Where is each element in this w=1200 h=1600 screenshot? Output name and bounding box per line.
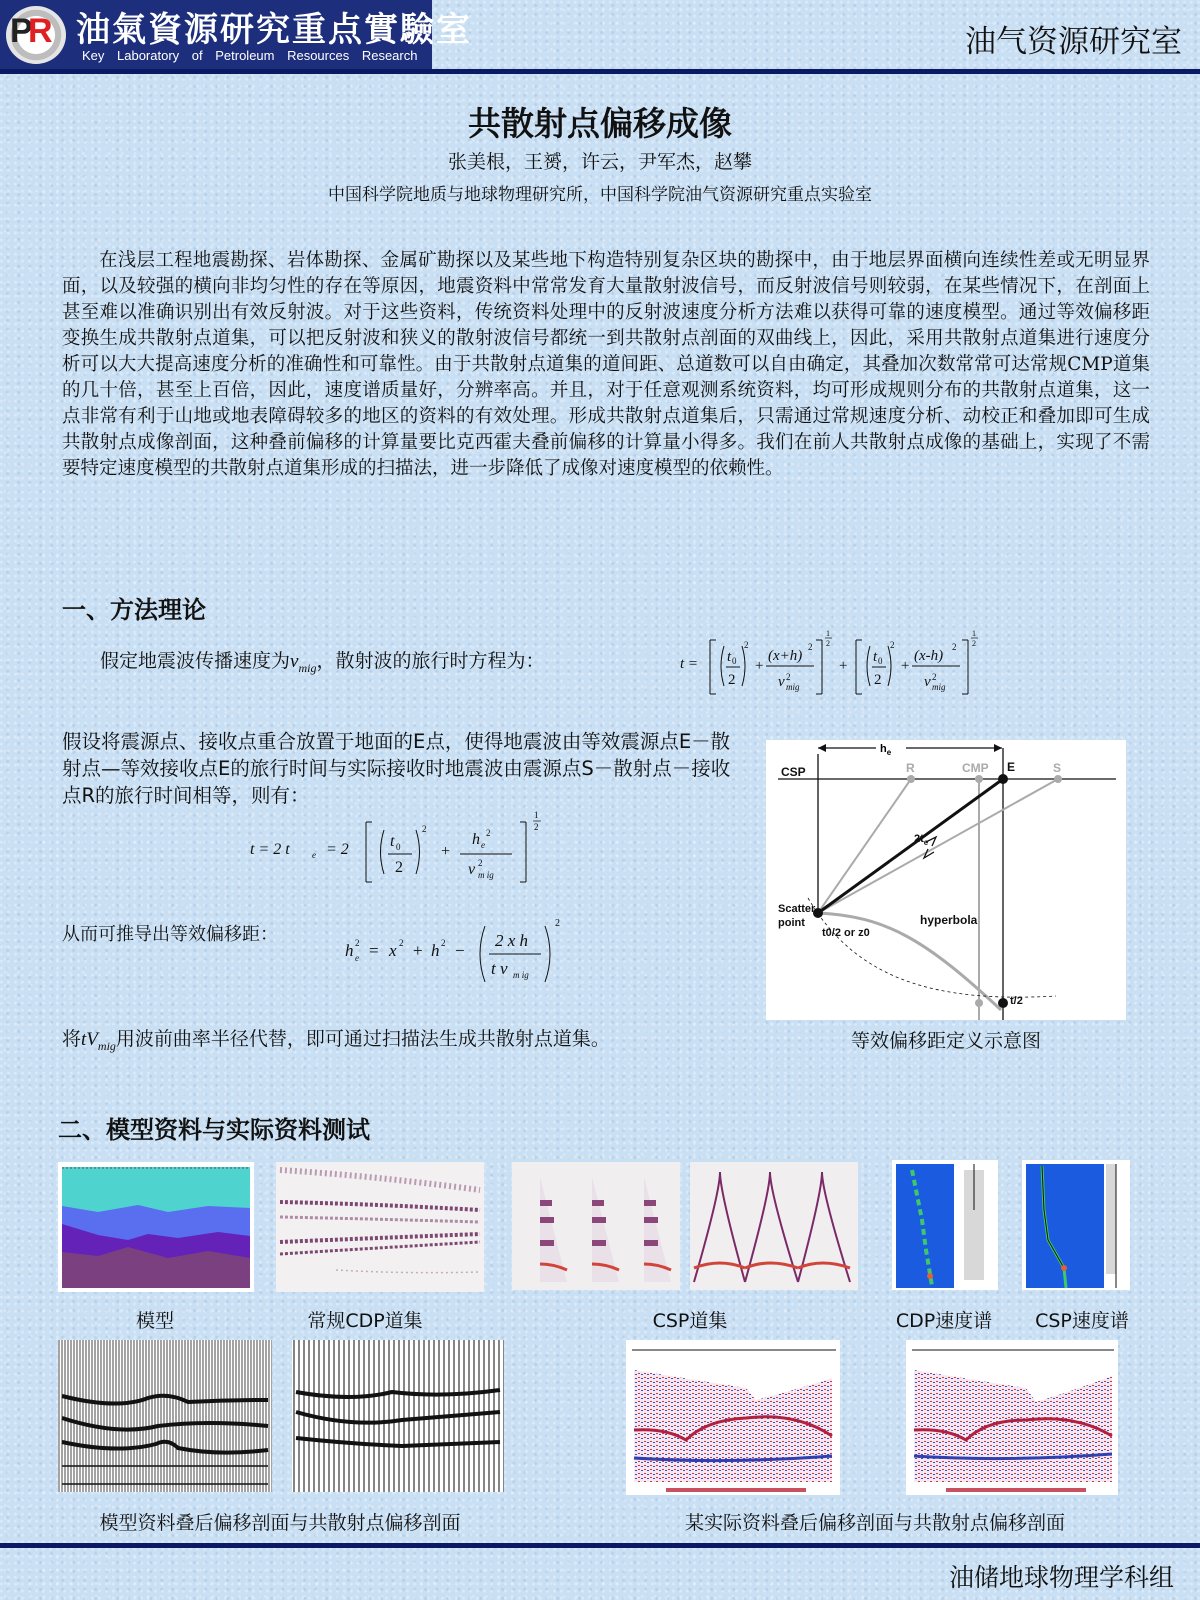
equivalent-offset-diagram (766, 740, 1126, 1020)
scan-method-text (62, 1026, 610, 1060)
header-divider (0, 69, 1200, 74)
svg-text:2: 2 (478, 858, 483, 868)
svg-text:(x-h): (x-h) (914, 648, 944, 664)
svg-text:−: − (455, 941, 465, 960)
he-label: $h_e$ (880, 743, 892, 757)
svg-text:t: t (390, 833, 395, 850)
t-half-point (998, 998, 1008, 1008)
svg-text:2: 2 (534, 822, 539, 832)
svg-text:2: 2 (874, 672, 882, 688)
caption-cdp-velocity: CDP速度谱 (895, 1310, 993, 1332)
logo-chinese-name: 油氣資源研究重点實驗室 (76, 10, 472, 50)
csp-gather-image-1 (512, 1162, 680, 1290)
cdp-velocity-spectrum-image (892, 1160, 998, 1290)
traveltime-equation (680, 628, 1020, 698)
svg-text:t v: t v (491, 959, 508, 978)
svg-text:0: 0 (396, 842, 401, 852)
tvmig-symbol: tV (81, 1029, 98, 1050)
s-point (1054, 775, 1062, 783)
svg-text:h: h (345, 941, 354, 960)
vmig-symbol: v (290, 651, 299, 672)
svg-text:2: 2 (744, 640, 749, 650)
logo-english-name: Key Laboratory of Petroleum Resources Research (82, 48, 418, 63)
svg-text:t: t (727, 649, 732, 665)
header-lab-title: 油气资源研究室 (965, 24, 1182, 60)
svg-text:0: 0 (878, 656, 883, 666)
svg-text:= 2: = 2 (326, 841, 349, 858)
svg-text:t = 2 t: t = 2 t (250, 841, 290, 858)
footer-group-name: 油储地球物理学科组 (948, 1563, 1174, 1592)
csp-gather-image-2 (690, 1162, 858, 1290)
svg-text:mig: mig (786, 682, 800, 692)
cmp-point (975, 775, 983, 783)
t-half-label: t/2 (1010, 995, 1023, 1007)
velocity-assumption-text (100, 648, 544, 682)
svg-text:v: v (924, 674, 931, 690)
svg-text:1: 1 (826, 629, 830, 638)
csp-label: CSP (781, 765, 806, 779)
svg-text:2: 2 (808, 642, 813, 652)
footer-divider (0, 1543, 1200, 1548)
svg-text:+: + (413, 941, 423, 960)
svg-text:=: = (369, 941, 379, 960)
section-heading-method: 一、方法理论 (62, 596, 206, 624)
r-label: R (906, 761, 915, 775)
logo-letter-r: R (28, 12, 53, 50)
svg-text:v: v (778, 674, 785, 690)
csp-velocity-spectrum-image (1022, 1160, 1130, 1290)
scatter-label-line2: point (778, 917, 805, 929)
caption-cdp-gather: 常规CDP道集 (307, 1310, 423, 1332)
real-csp-section-image (906, 1340, 1118, 1495)
svg-text:2: 2 (555, 918, 560, 929)
svg-text:t =: t = (680, 656, 699, 672)
svg-text:+: + (440, 843, 451, 860)
abstract-paragraph: 在浅层工程地震勘探、岩体勘探、金属矿勘探以及某些地下构造特别复杂区块的勘探中，由于地层界面横向连续性差或无明显界面，以及较强的横向非均匀性的存在等原因，地震资料中常常发育大量散射波信号，而反射波信号则较弱，在某些情况下，在剖面上甚至难以准确识别出有效反射波。对于这些资料，传统资料处理中的反射波速度分析方法难以获得可靠的速度模型。通过等效偏移距变换生成共散射点道集，可以把反射波和狭义的散射波信号都统一到共散射点剖面的双曲线上，因此，采用共散射点道集进行速度分析可以大大提高速度分析的准确性和可靠性。由于共散射点道集的道间距、总道数可以自由确定，其叠加次数常常可达常规CMP道集的几十倍，甚至上百倍，因此，速度谱质量好，分辨率高。并且，对于任意观测系统资料，均可形成规则分布的共散射点道集，这一点非常有利于山地或地表障碍较多的地区的资料的有效处理。形成共散射点道集后，只需通过常规速度分析、动校正和叠加即可生成共散射点成像剖面，这种叠前偏移的计算量要比克西霍夫叠前偏移的计算量小得多。我们在前人共散射点成像的基础上，实现了不需要特定速度模型的共散射点道集形成的扫描法，进一步降低了成像对速度模型的依赖性。 (62, 250, 1150, 479)
t0-label: t0/2 or z0 (822, 927, 870, 939)
caption-csp-velocity: CSP速度谱 (1035, 1310, 1129, 1332)
svg-text:2: 2 (441, 938, 446, 948)
caption-model: 模型 (135, 1310, 174, 1332)
svg-text:0: 0 (732, 656, 737, 666)
svg-text:2: 2 (826, 639, 830, 648)
svg-text:t: t (873, 649, 878, 665)
model-image (58, 1162, 254, 1292)
equivalent-offset-paragraph: 假设将震源点、接收点重合放置于地面的E点，使得地震波由等效震源点E－散射点—等效接收点E的旅行时间与实际接收时地震波由震源点S－散射点－接收点R的旅行时间相等，则有： (62, 730, 731, 807)
logo-letter-p: P (10, 12, 29, 50)
tvmig-subscript: mig (97, 1038, 116, 1053)
section-heading-tests: 二、模型资料与实际资料测试 (58, 1116, 370, 1144)
svg-text:e: e (312, 850, 316, 860)
svg-text:+: + (900, 658, 911, 674)
e-label: E (1007, 760, 1016, 774)
svg-text:2: 2 (952, 642, 957, 652)
s-label: S (1053, 761, 1062, 775)
svg-text:2: 2 (786, 672, 791, 682)
assumption-prefix: 假定地震波传播速度为 (100, 650, 291, 672)
poster-title: 共散射点偏移成像 (468, 104, 732, 143)
svg-text:2: 2 (932, 672, 937, 682)
svg-text:m ig: m ig (478, 870, 494, 880)
real-poststack-section-image (626, 1340, 840, 1495)
svg-text:2: 2 (395, 859, 403, 876)
svg-text:2: 2 (355, 938, 360, 948)
svg-text:h: h (472, 831, 480, 848)
cmp-label: CMP (962, 761, 989, 775)
caption-real-sections: 某实际资料叠后偏移剖面与共散射点偏移剖面 (684, 1512, 1065, 1534)
svg-text:m ig: m ig (513, 970, 529, 980)
equivalent-offset-equation (345, 912, 645, 987)
svg-text:2: 2 (890, 640, 895, 650)
diagram-caption: 等效偏移距定义示意图 (850, 1030, 1041, 1052)
vmig-subscript: mig (298, 660, 317, 675)
svg-text:2: 2 (399, 938, 404, 948)
svg-text:e: e (355, 953, 359, 963)
svg-text:+: + (838, 658, 849, 674)
r-point (907, 775, 915, 783)
equivalent-time-equation (250, 810, 610, 885)
svg-text:x: x (389, 941, 397, 960)
svg-text:(x+h): (x+h) (768, 648, 803, 664)
svg-text:2: 2 (422, 824, 427, 834)
svg-text:2: 2 (972, 639, 976, 648)
replace-suffix: 用波前曲率半径代替，即可通过扫描法生成共散射点道集。 (115, 1028, 610, 1050)
cmp-time-point (975, 999, 983, 1007)
authors: 张美根，王赟，许云，尹军杰，赵攀 (447, 151, 752, 173)
svg-text:2: 2 (728, 672, 736, 688)
derivation-label: 从而可推导出等效偏移距： (62, 924, 278, 945)
model-csp-section-image (292, 1340, 504, 1492)
svg-text:1: 1 (972, 629, 976, 638)
affiliation: 中国科学院地质与地球物理研究所，中国科学院油气资源研究重点实验室 (328, 185, 872, 205)
scatter-label-line1: Scatter (778, 903, 816, 915)
svg-text:v: v (468, 861, 476, 878)
svg-text:2 x h: 2 x h (495, 931, 529, 950)
svg-text:+: + (754, 658, 765, 674)
caption-model-sections: 模型资料叠后偏移剖面与共散射点偏移剖面 (99, 1512, 461, 1534)
replace-prefix: 将 (62, 1028, 82, 1050)
e-point (998, 774, 1008, 784)
svg-text:h: h (431, 941, 440, 960)
svg-text:e: e (481, 840, 485, 850)
hyperbola-label: hyperbola (920, 913, 978, 927)
svg-text:1: 1 (534, 810, 539, 820)
model-poststack-section-image (58, 1340, 272, 1492)
assumption-suffix: ，散射波的旅行时方程为： (316, 650, 545, 672)
svg-text:mig: mig (932, 682, 946, 692)
svg-text:2: 2 (486, 828, 491, 838)
two-te-label: $2t_e$ (914, 833, 929, 847)
cdp-gather-image (276, 1162, 484, 1292)
caption-csp-gather: CSP道集 (652, 1310, 728, 1332)
